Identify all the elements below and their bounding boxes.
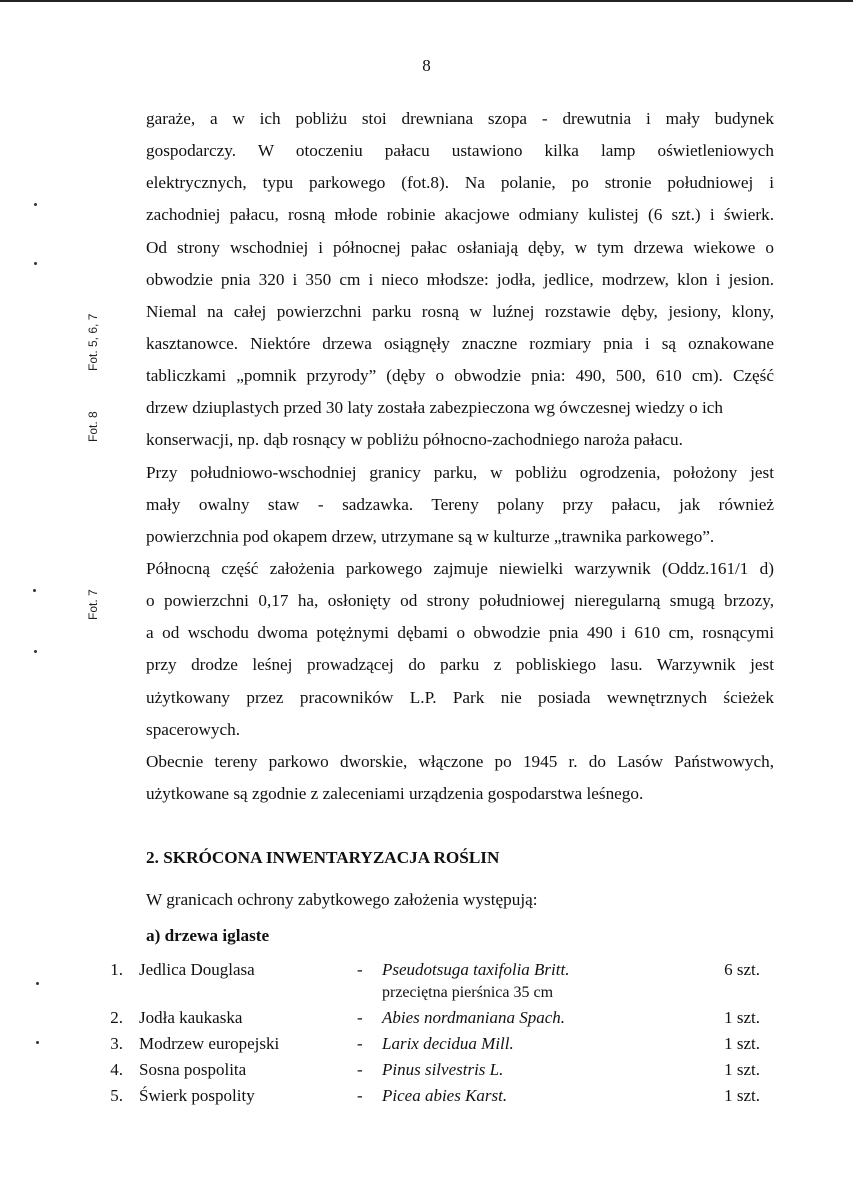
polish-name: Modrzew europejski	[139, 1034, 280, 1053]
list-item	[0, 1034, 853, 1060]
latin-name: Picea abies Karst.	[382, 1086, 508, 1105]
paragraph-line: użytkowane są zgodnie z zaleceniami urządzenia gospodarstwa leśnego.	[146, 783, 644, 803]
item-number: 3.	[110, 1034, 123, 1053]
list-item	[0, 1060, 853, 1086]
paragraph-line: użytkowany przez pracowników L.P. Park nie posiada wewnętrznych ścieżek	[146, 687, 774, 707]
latin-name: Pinus silvestris L.	[382, 1060, 504, 1079]
item-number: 2.	[110, 1008, 123, 1027]
item-number: 4.	[110, 1060, 123, 1079]
paragraph-line: przy drodze leśnej prowadzącej do parku z pobliskiego lasu. Warzywnik jest	[146, 655, 774, 675]
paragraph-line: Północną część założenia parkowego zajmuje niewielki warzywnik (Oddz.161/1 d)	[146, 558, 774, 578]
paragraph-line: Przy południowo-wschodniej granicy parku, w pobliżu ogrodzenia, położony jest	[146, 462, 774, 482]
margin-note-photo-7: Fot. 7	[86, 589, 100, 620]
polish-name: Świerk pospolity	[139, 1086, 255, 1105]
list-item	[0, 960, 853, 1001]
item-number: 5.	[110, 1086, 123, 1105]
item-count: 1 szt.	[724, 1008, 760, 1027]
item-count: 1 szt.	[724, 1034, 760, 1053]
scan-speck	[33, 589, 36, 592]
list-item	[0, 1086, 853, 1112]
paragraph-line: zachodniej pałacu, rosną młode robinie akacjowe odmiany kulistej (6 szt.) i świerk.	[146, 205, 774, 225]
list-item	[0, 1008, 853, 1034]
paragraph-line: garaże, a w ich pobliżu stoi drewniana szopa - drewutnia i mały budynek	[146, 109, 774, 128]
separator-dash: -	[357, 1086, 363, 1105]
latin-name: Larix decidua Mill.	[382, 1034, 514, 1053]
paragraph-line: obwodzie pnia 320 i 350 cm i nieco młodsze: jodła, jedlice, modrzew, klon i jesion.	[146, 269, 774, 289]
scan-speck	[34, 650, 37, 653]
item-count: 1 szt.	[724, 1086, 760, 1105]
paragraph-line: gospodarczy. W otoczeniu pałacu ustawiono kilka lamp oświetleniowych	[146, 141, 774, 161]
paragraph-line: konserwacji, np. dąb rosnący w pobliżu północno-zachodniego naroża pałacu.	[146, 430, 683, 450]
paragraph-line: Obecnie tereny parkowo dworskie, włączone po 1945 r. do Lasów Państwowych,	[146, 751, 774, 771]
body-paragraphs	[146, 103, 774, 810]
scan-speck	[34, 203, 37, 206]
separator-dash: -	[357, 1008, 363, 1027]
margin-note-photo-8: Fot. 8	[86, 411, 100, 442]
separator-dash: -	[357, 1034, 363, 1053]
polish-name: Jodła kaukaska	[139, 1008, 243, 1027]
paragraph-line: spacerowych.	[146, 719, 241, 739]
item-number: 1.	[110, 960, 123, 979]
scan-speck	[34, 262, 37, 265]
item-note: przeciętna pierśnica 35 cm	[382, 984, 554, 1001]
latin-name: Abies nordmaniana Spach.	[382, 1008, 566, 1027]
separator-dash: -	[357, 1060, 363, 1079]
separator-dash: -	[357, 960, 363, 979]
paragraph-line: o powierzchni 0,17 ha, osłonięty od strony południowej nieregularną smugą brzozy,	[146, 591, 774, 611]
paragraph-line: a od wschodu dwoma potężnymi dębami o obwodzie pnia 490 i 610 cm, rosnącymi	[146, 623, 774, 643]
page-number: 8	[422, 56, 431, 75]
section-intro: W granicach ochrony zabytkowego założenia występują:	[146, 890, 538, 909]
paragraph-line: tabliczkami „pomnik przyrody” (dęby o obwodzie pnia: 490, 500, 610 cm). Część	[146, 366, 774, 386]
paragraph-line: drzew dziuplastych przed 30 laty została zabezpieczona wg ówczesnej wiedzy o ich	[146, 398, 723, 418]
subheading-conifers: a) drzewa iglaste	[146, 926, 270, 945]
polish-name: Sosna pospolita	[139, 1060, 247, 1079]
item-count: 1 szt.	[724, 1060, 760, 1079]
paragraph-line: kasztanowce. Niektóre drzewa osiągnęły znaczne rozmiary pnia i są oznakowane	[146, 333, 774, 353]
paragraph-line: elektrycznych, typu parkowego (fot.8). Na polanie, po stronie południowej i	[146, 173, 774, 193]
paragraph-line: Od strony wschodniej i północnej pałac osłaniają dęby, w tym drzewa wiekowe o	[146, 237, 774, 257]
paragraph-line: Niemal na całej powierzchni parku rosną w luźnej rozstawie dęby, jesiony, klony,	[146, 301, 774, 321]
polish-name: Jedlica Douglasa	[139, 960, 255, 979]
margin-note-photos-5-6-7: Fot. 5, 6, 7	[86, 313, 100, 371]
page-top-edge	[0, 0, 853, 2]
item-count: 6 szt.	[724, 960, 760, 979]
section-heading: 2. SKRÓCONA INWENTARYZACJA ROŚLIN	[146, 848, 500, 867]
paragraph-line: powierzchnia pod okapem drzew, utrzymane są w kulturze „trawnika parkowego”.	[146, 526, 715, 546]
paragraph-line: mały owalny staw - sadzawka. Tereny polany przy pałacu, jak również	[146, 494, 774, 514]
latin-name: Pseudotsuga taxifolia Britt.	[382, 960, 570, 979]
